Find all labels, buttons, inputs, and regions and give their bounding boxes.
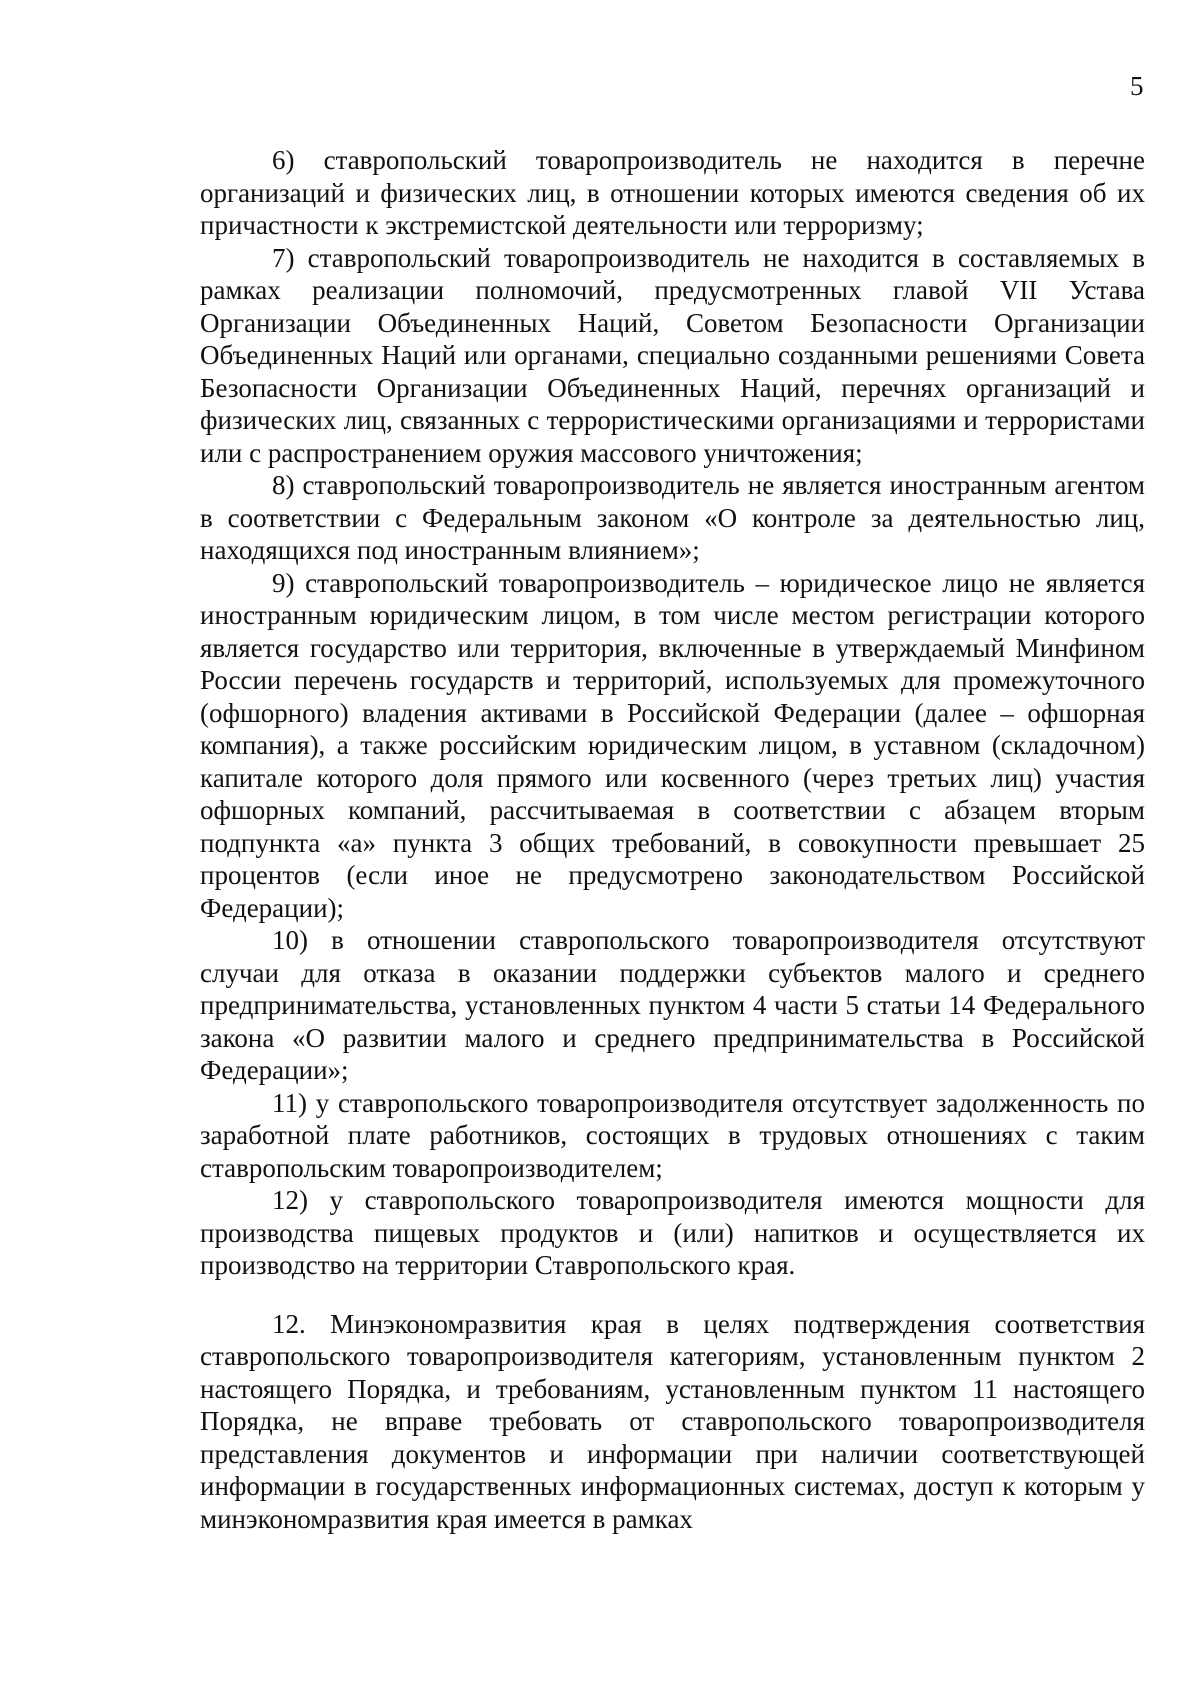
section-12-paragraph: 12. Минэкономразвития края в целях подтверждения соответствия ставропольского товаропроизводителя категориям, установленным пунктом 2 настоящего Порядка, и требованиям, установленным пунктом 11 настоящего Порядка, не вправе требовать от ставропольского товаропроизводителя представления документов и информации при наличии соответствующей информации в государственных информационных системах, доступ к которым у минэкономразвития края имеется в рамках bbox=[200, 1308, 1145, 1534]
page-number: 5 bbox=[1130, 71, 1144, 101]
list-item-9: 9) ставропольский товаропроизводитель – юридическое лицо не является иностранным юридическим лицом, в том числе местом регистрации которого является государство или территория, включенные в утверждаемый Минфином России перечень государств и территорий, используемых для промежуточного (офшорного) владения активами в Российской Федерации (далее – офшорная компания), а также российским юридическим лицом, в уставном (складочном) капитале которого доля прямого или косвенного (через третьих лиц) участия офшорных компаний, рассчитываемая в соответствии с абзацем вторым подпункта «а» пункта 3 общих требований, в совокупности превышает 25 процентов (если иное не предусмотрено законодательством Российской Федерации); bbox=[200, 567, 1145, 923]
list-item-7: 7) ставропольский товаропроизводитель не находится в составляемых в рамках реализации полномочий, предусмотренных главой VII Устава Организации Объединенных Наций, Советом Безопасности Организации Объединенных Наций или органами, специально созданными решениями Совета Безопасности Организации Объединенных Наций, перечнях организаций и физических лиц, связанных с террористическими организациями и террористами или с распространением оружия массового уничтожения; bbox=[200, 242, 1145, 468]
list-item-6: 6) ставропольский товаропроизводитель не находится в перечне организаций и физических лиц, в отношении которых имеются сведения об их причастности к экстремистской деятельности или терроризму; bbox=[200, 145, 1145, 240]
list-item-10: 10) в отношении ставропольского товаропроизводителя отсутствуют случаи для отказа в оказании поддержки субъектов малого и среднего предпринимательства, установленных пунктом 4 части 5 статьи 14 Федерального закона «О развитии малого и среднего предпринимательства в Российской Федерации»; bbox=[200, 925, 1145, 1085]
list-item-12: 12) у ставропольского товаропроизводителя имеются мощности для производства пищевых продуктов и (или) напитков и осуществляется их производство на территории Ставропольского края. bbox=[200, 1185, 1145, 1280]
document-body bbox=[200, 144, 1145, 1535]
list-item-8: 8) ставропольский товаропроизводитель не является иностранным агентом в соответствии с Федеральным законом «О контроле за деятельностью лиц, находящихся под иностранным влиянием»; bbox=[200, 470, 1145, 565]
list-item-11: 11) у ставропольского товаропроизводителя отсутствует задолженность по заработной плате работников, состоящих в трудовых отношениях с таким ставропольским товаропроизводителем; bbox=[200, 1087, 1145, 1183]
